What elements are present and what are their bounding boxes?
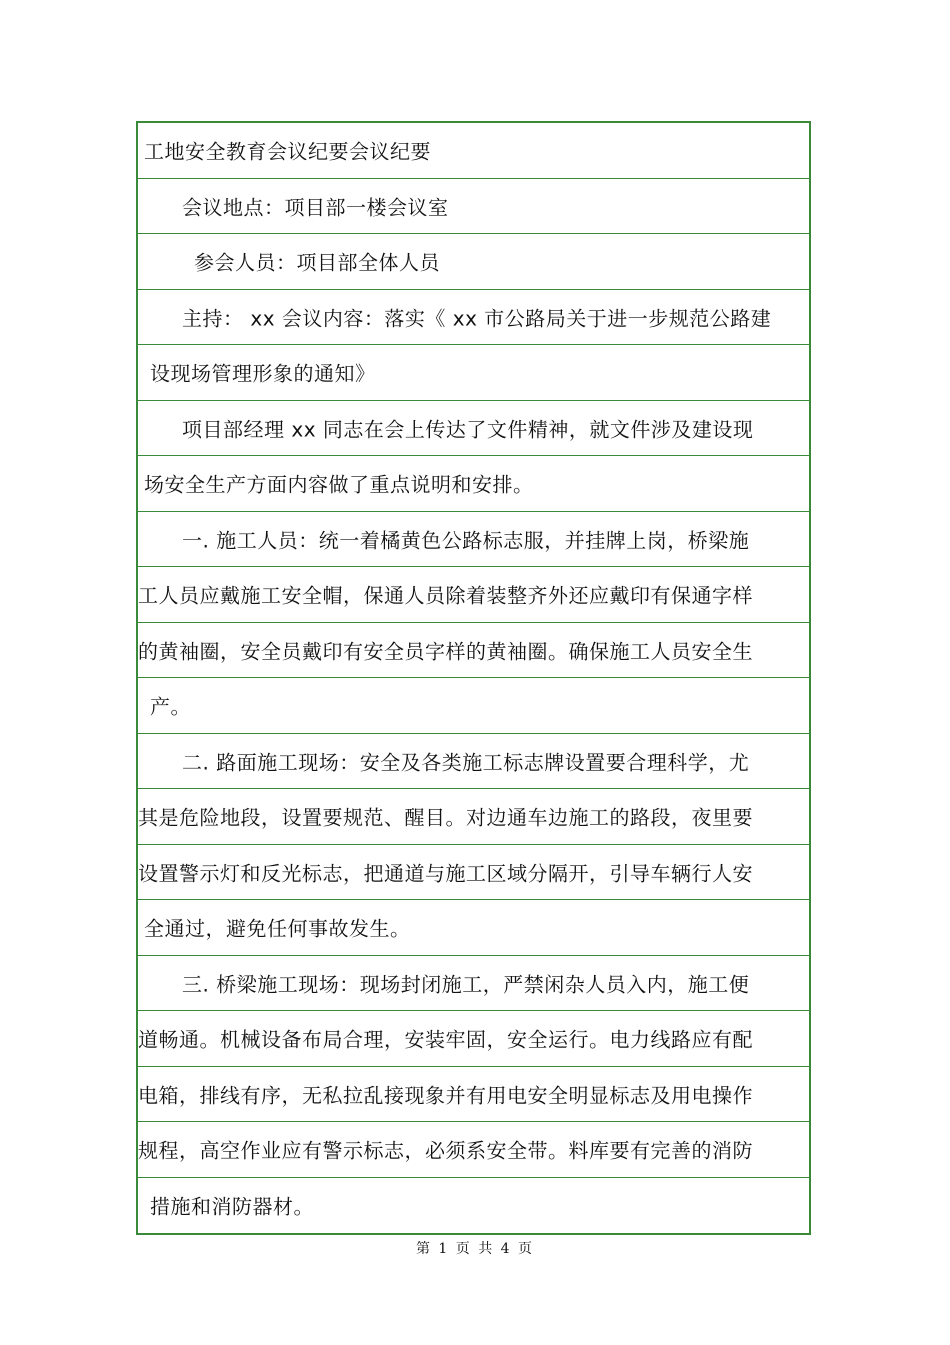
text-line-content: 电箱，排线有序，无私拉乱接现象并有用电安全明显标志及用电操作 — [138, 1083, 753, 1108]
text-line — [138, 678, 809, 734]
text-line — [138, 623, 809, 679]
text-line — [138, 179, 809, 235]
text-line — [138, 234, 809, 290]
text-line — [138, 401, 809, 457]
text-line — [138, 345, 809, 401]
text-line — [138, 456, 809, 512]
text-line-content: 设置警示灯和反光标志，把通道与施工区域分隔开，引导车辆行人安 — [138, 861, 753, 886]
text-line-content: 工人员应戴施工安全帽，保通人员除着装整齐外还应戴印有保通字样 — [138, 583, 753, 608]
title-row — [138, 123, 809, 179]
text-line — [138, 1067, 809, 1123]
document-table — [136, 121, 811, 1235]
text-line — [138, 567, 809, 623]
text-line-content: 其是危险地段，设置要规范、醒目。对边通车边施工的路段，夜里要 — [138, 805, 753, 830]
text-line-content: 主持： xx 会议内容：落实《 xx 市公路局关于进一步规范公路建 — [182, 306, 772, 331]
text-line — [138, 512, 809, 568]
text-line — [138, 1178, 809, 1234]
text-line-content: 项目部经理 xx 同志在会上传达了文件精神，就文件涉及建设现 — [182, 417, 754, 442]
text-line — [138, 845, 809, 901]
text-line-content: 规程，高空作业应有警示标志，必须系安全带。料库要有完善的消防 — [138, 1138, 753, 1163]
text-line-content: 措施和消防器材。 — [150, 1194, 314, 1219]
text-line — [138, 789, 809, 845]
text-line-content: 三. 桥梁施工现场：现场封闭施工，严禁闲杂人员入内，施工便 — [182, 972, 750, 997]
text-line-content: 会议地点：项目部一楼会议室 — [182, 195, 449, 220]
text-line — [138, 1122, 809, 1178]
text-line — [138, 1011, 809, 1067]
text-line-content: 设现场管理形象的通知》 — [150, 361, 376, 386]
page-indicator: 第 1 页 共 4 页 — [415, 1241, 535, 1257]
document-title: 工地安全教育会议纪要会议纪要 — [144, 139, 431, 164]
text-line-content: 产。 — [150, 694, 191, 719]
text-line — [138, 734, 809, 790]
text-line — [138, 956, 809, 1012]
text-line-content: 的黄袖圈，安全员戴印有安全员字样的黄袖圈。确保施工人员安全生 — [138, 639, 753, 664]
text-line-content: 全通过，避免任何事故发生。 — [144, 916, 411, 941]
text-line-content: 参会人员：项目部全体人员 — [194, 250, 440, 275]
text-line-content: 二. 路面施工现场：安全及各类施工标志牌设置要合理科学，尤 — [182, 750, 750, 775]
text-line — [138, 290, 809, 346]
text-line — [138, 900, 809, 956]
text-line-content: 场安全生产方面内容做了重点说明和安排。 — [144, 472, 534, 497]
text-line-content: 道畅通。机械设备布局合理，安装牢固，安全运行。电力线路应有配 — [138, 1027, 753, 1052]
text-line-content: 一. 施工人员：统一着橘黄色公路标志服，并挂牌上岗，桥梁施 — [182, 528, 750, 553]
